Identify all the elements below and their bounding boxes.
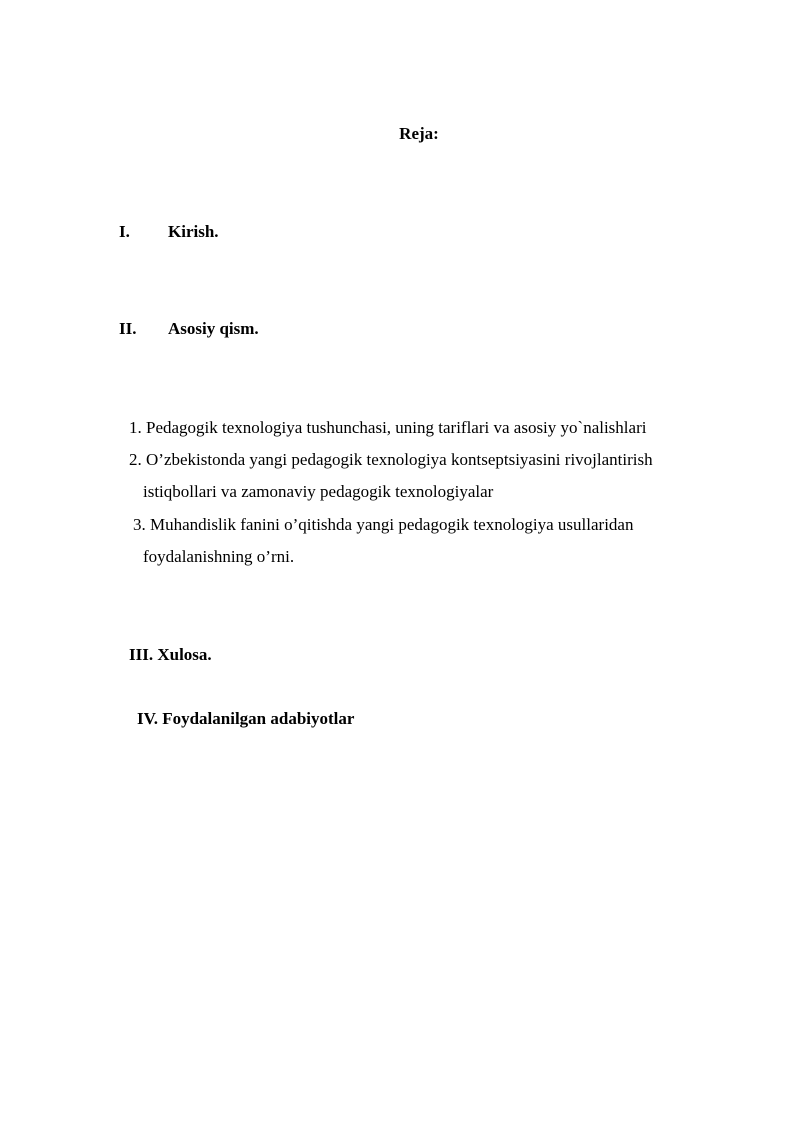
section-references: IV. Foydalanilgan adabiyotlar — [137, 709, 355, 728]
section-label: Kirish. — [168, 222, 219, 241]
subitem-3-line-1: 3. Muhandislik fanini o’qitishda yangi pedagogik texnologiya usullaridan — [133, 515, 634, 534]
subitem-1-line-1: 1. Pedagogik texnologiya tushunchasi, uning tariflari va asosiy yo`nalishlari — [129, 418, 647, 437]
section-number: II. — [119, 319, 137, 338]
section-main-part — [119, 319, 259, 339]
subitem-2-line-2: istiqbollari va zamonaviy pedagogik texnologiyalar — [143, 482, 494, 501]
section-conclusion: III. Xulosa. — [129, 645, 212, 664]
section-number: I. — [119, 222, 130, 241]
section-label: Asosiy qism. — [168, 319, 259, 338]
page-title: Reja: — [399, 124, 439, 143]
section-introduction — [119, 222, 219, 242]
subitem-2-line-1: 2. O’zbekistonda yangi pedagogik texnologiya kontseptsiyasini rivojlantirish — [129, 450, 653, 469]
subitem-3-line-2: foydalanishning o’rni. — [143, 547, 295, 566]
